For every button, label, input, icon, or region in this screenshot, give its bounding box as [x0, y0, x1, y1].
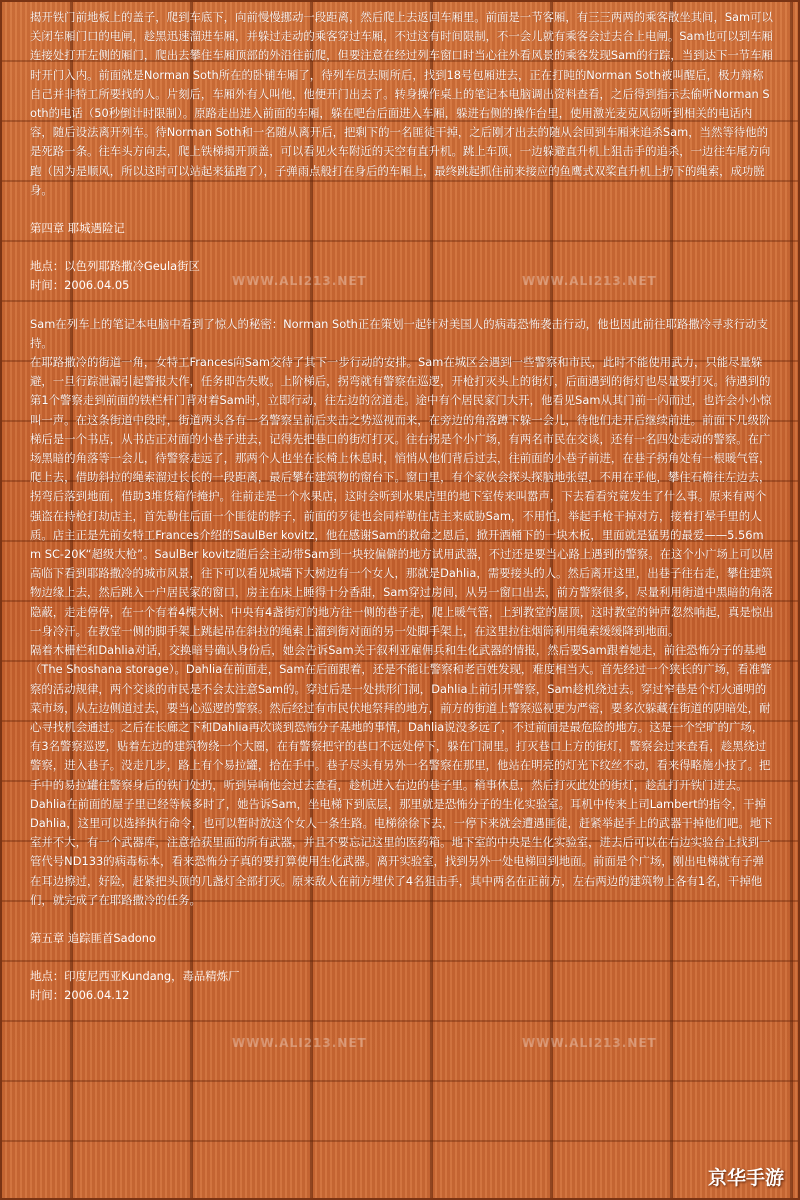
site-logo: 京华手游 [707, 1167, 784, 1189]
guide-page [30, 8, 774, 1006]
watermark: WWW.ALI213.NET [522, 274, 657, 288]
watermark: WWW.ALI213.NET [232, 1036, 367, 1050]
chapter4-time: 时间：2006.04.05 [30, 278, 130, 293]
intro-paragraph: 揭开铁门前地板上的盖子，爬到车底下，向前慢慢挪动一段距离，然后爬上去返回车厢里。前面是一节客厢，有三三两两的乘客散坐其间，Sam可以关闭车厢门口的电闸，趁黑迅速溜进车厢，并躲过走动的乘客穿过车厢，不过这有时间限制，不一会儿就有乘客会过去合上电闸。Sam也可以到车厢连接处打开左侧的厢门，爬出去攀住车厢顶部的外沿往前爬，但要注意在经过列车窗口时当心往外看风景的乘客发现Sam的行踪，当到达下一节车厢时开门入内。前面就是Norman Soth所在的卧铺车厢了，待列车员去厕所后，找到18号包厢进去，正在打盹的Norman Soth被叫醒后，极力辩称自己并非特工所要找的人。片刻后，车厢外有人叫他，他便开门出去了。转身操作桌上的笔记本电脑调出资料查看，之后得到指示去偷听Norman Soth的电话（50秒倒计时限制）。原路走出进入前面的车厢，躲在吧台后面进入车厢，躲进右侧的操作台里，使用激光麦克风窃听到相关的电话内容，随后设法离开列车。待Norman Soth和一名随从离开后，把剩下的一名匪徒干掉，之后刚才出去的随从会回到车厢来追杀Sam，当然等待他的是死路一条。往车头方向去，爬上铁梯揭开顶盖，可以看见火车附近的天空有直升机。跳上车顶，一边躲避直升机上狙击手的追杀，一边往车尾方向跑（因为是顺风，所以这时可以站起来猛跑了），子弹雨点般打在身后的车厢上，最终跳起抓住前来接应的鱼鹰式双桨直升机上扔下的绳索，成功脱身。 [30, 10, 773, 197]
chapter4-paragraph-2: 在耶路撒冷的街道一角，女特工Frances向Sam交待了其下一步行动的安排。Sam在城区会遇到一些警察和市民，此时不能使用武力，只能尽量躲避，一旦行踪泄漏引起警报大作，任务即告失败。上阶梯后，拐弯就有警察在巡逻，开枪打灭头上的街灯，后面遇到的街灯也尽量要打灭。待遇到的第1个警察走到前面的铁栏杆门背对着Sam时，立即行动，往左边的岔道走。途中有个居民家门大开，他看见Sam从其门前一闪而过，也许会小小惊叫一声。在这条街道中段时，街道两头各有一名警察呈前后夹击之势巡视而来，在旁边的角落蹲下躲一会儿，待他们走开后继续前进。前面下几级阶梯后是一个书店，从书店正对面的小巷子进去，记得先把巷口的街灯打灭。往右拐是个小广场，有两名市民在交谈，还有一名四处走动的警察。在广场黑暗的角落等一会儿，待警察走远了，那两个人也坐在长椅上休息时，悄悄从他们背后过去，往前面的小巷子前进，在巷子拐角处有一根暖气管，爬上去，借助斜拉的绳索溜过长长的一段距离，最后攀在建筑物的窗台下。窗口里，有个家伙会探头探脑地张望，不用在乎他，攀住石檐往左边去，拐弯后落到地面，借助3堆货箱作掩护。往前走是一个水果店，这时会听到水果店里的地下室传来叫嚣声，下去看看究竟发生了什么事。原来有两个强盗在持枪打劫店主，首先勒住后面一个匪徒的脖子，前面的歹徒也会同样勒住店主来威胁Sam，不用怕，举起手枪干掉对方，接着打晕手里的人质。店主正是先前女特工Frances介绍的SaulBer kovitz，他在感谢Sam的救命之恩后，掀开酒桶下的一块木板，里面就是猛男的最爱——5.56mm SC-20K“超级大枪”。SaulBer kovitz随后会主动带Sam到一块较偏僻的地方试用武器，不过还是要当心路上遇到的警察。在这个小广场上可以居高临下看到耶路撒冷的城市风景，往下可以看见城墙下大树边有一个女人，那就是Dahlia，需要接头的人。然后离开这里，出巷子往右走，攀住建筑物边缘上去，然后跳入一户居民家的窗口，房主在床上睡得十分香甜，Sam穿过房间，从另一窗口出去，前方警察很多，尽量利用街道中黑暗的角落隐蔽，走走停停，在一个有着4棵大树、中央有4盏街灯的地方往一侧的巷子走，爬上暖气管，上到教堂的屋顶，这时教堂的钟声忽然响起，真是惊出一身冷汗。在教堂一侧的脚手架上跳起吊在斜拉的绳索上溜到街对面的另一处脚手架上，在这里拉住烟筒利用绳索缓缓降到地面。 [30, 355, 774, 638]
chapter4-title: 第四章 耶城遇险记 [30, 221, 125, 236]
watermark: WWW.ALI213.NET [232, 274, 367, 288]
chapter5-time: 时间：2006.04.12 [30, 988, 130, 1003]
chapter4-location: 地点：以色列耶路撒冷Geula街区 [30, 259, 200, 274]
chapter5-location: 地点：印度尼西亚Kundang，毒品精炼厂 [30, 969, 240, 984]
chapter4-paragraph-4: Dahlia在前面的屋子里已经等候多时了，她告诉Sam，坐电梯下到底层，那里就是恐怖分子的生化实验室。耳机中传来上司Lambert的指令，干掉Dahlia，这里可以选择执行命令，也可以暂时放这个女人一条生路。电梯徐徐下去，一停下来就会遭遇匪徒，赶紧举起手上的武器干掉他们吧。地下室并不大，有一个武器库，注意拾获里面的所有武器，并且不要忘记这里的医药箱。地下室的中央是生化实验室，进去后可以在右边实验台上找到一管代号ND133的病毒标本，看来恐怖分子真的要打算使用生化武器。离开实验室，找到另外一处电梯回到地面。前面是个广场，刚出电梯就有子弹在耳边擦过，好险，赶紧把头顶的几盏灯全部打灭。原来敌人在前方埋伏了4名狙击手，其中两名在正前方，左右两边的建筑物上各有1名，干掉他们，就完成了在耶路撒冷的任务。 [30, 796, 773, 907]
chapter5-title: 第五章 追踪匪首Sadono [30, 930, 156, 945]
watermark: WWW.ALI213.NET [522, 1036, 657, 1050]
chapter4-paragraph-1: Sam在列车上的笔记本电脑中看到了惊人的秘密：Norman Soth正在策划一起针对美国人的病毒恐怖袭击行动，他也因此前往耶路撒冷寻求行动支持。 [30, 316, 768, 350]
chapter4-paragraph-3: 隔着木栅栏和Dahlia对话，交换暗号确认身份后，她会告诉Sam关于叙利亚雇佣兵和生化武器的情报，然后要Sam跟着她走，前往恐怖分子的基地（The Shoshana storage）。Dahlia在前面走，Sam在后面跟着，还是不能让警察和老百姓发现，难度相当大。首先经过一个狭长的广场，看准警察的活动规律，两个交谈的市民是不会太注意Sam的。穿过后是一处拱形门洞，Dahlia上前引开警察，Sam趁机绕过去。穿过窄巷是个灯火通明的菜市场，从左边侧道过去，要当心巡逻的警察。然后经过有市民伏地祭拜的地方，前方的街道上警察巡视更为严密，要多次躲藏在街道的阴暗处，耐心寻找机会通过。之后在长廊之下和Dahlia再次谈到恐怖分子基地的事情，Dahlia说没多远了，不过前面是最危险的地方。这是一个空旷的广场，有3名警察巡逻，贴着左边的建筑物绕一个大圈，在有警察把守的巷口不远处停下，躲在门洞里。打灭巷口上方的街灯，警察会过来查看，趁黑绕过警察，进入巷子。没走几步，路上有个易拉罐，拾在手中。巷子尽头有另外一名警察在那里，他站在明亮的灯光下纹丝不动，看来得略施小技了。把手中的易拉罐往警察身后的铁门处扔，听到异响他会过去查看，趁机进入右边的巷子里。稍事休息，然后打灭此处的街灯，趁乱打开铁门进去。 [30, 643, 772, 792]
